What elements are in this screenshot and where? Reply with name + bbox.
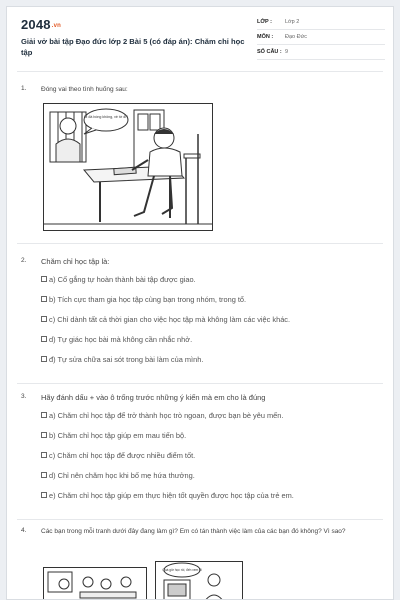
question-text: Hãy đánh dấu + vào ô trống trước những ý kiến mà em cho là đúng — [41, 393, 266, 402]
header — [7, 7, 394, 69]
meta-row-count — [257, 45, 385, 60]
option-list — [41, 405, 381, 505]
illustration-study-scene — [43, 103, 213, 231]
option-item[interactable] — [41, 349, 381, 369]
meta-value: Đạo Đức — [285, 34, 308, 40]
illustration-left — [43, 567, 147, 600]
option-label: a) Chăm chỉ học tập để trở thành học trò ngoan, được bạn bè yêu mến. — [49, 410, 284, 420]
divider — [17, 383, 383, 384]
option-item[interactable] — [41, 425, 381, 445]
checkbox-icon[interactable] — [41, 276, 47, 282]
option-item[interactable] — [41, 309, 381, 329]
option-label: b) Tích cực tham gia học tập cùng bạn trong nhóm, trong tổ. — [49, 294, 247, 304]
question-number: 1. — [21, 85, 27, 92]
question-text: Chăm chỉ học tập là: — [41, 257, 110, 266]
checkbox-icon[interactable] — [41, 336, 47, 342]
page-title: Giải vở bài tập Đạo đức lớp 2 Bài 5 (có đáp án): Chăm chỉ học tập — [21, 37, 245, 57]
question-3 — [21, 393, 385, 517]
option-label: e) Chăm chỉ học tập giúp em thực hiện tốt quyền được học tập của trẻ em. — [49, 490, 294, 500]
option-item[interactable] — [41, 329, 381, 349]
question-number: 4. — [21, 527, 27, 534]
question-number: 2. — [21, 257, 27, 264]
illustration-drawing — [156, 562, 242, 600]
checkbox-icon[interactable] — [41, 316, 47, 322]
option-list — [41, 269, 381, 369]
question-text: Các bạn trong mỗi tranh dưới đây đang làm gì? Em có tán thành việc làm của các bạn đó không? Vì sao? — [41, 528, 346, 535]
question-4 — [21, 527, 385, 600]
question-1 — [21, 85, 385, 235]
option-label: đ) Tự sửa chữa sai sót trong bài làm của mình. — [49, 354, 204, 364]
meta-row-subject — [257, 30, 385, 45]
checkbox-icon[interactable] — [41, 356, 47, 362]
question-number: 3. — [21, 393, 27, 400]
meta-key: LỚP : — [257, 19, 272, 25]
illustration-right — [155, 561, 243, 600]
option-label: c) Chỉ dành tất cả thời gian cho việc học tập mà không làm các việc khác. — [49, 314, 291, 324]
checkbox-icon[interactable] — [41, 412, 47, 418]
meta-table — [257, 15, 385, 60]
meta-value: 9 — [285, 49, 289, 55]
option-item[interactable] — [41, 465, 381, 485]
checkbox-icon[interactable] — [41, 296, 47, 302]
checkbox-icon[interactable] — [41, 472, 47, 478]
meta-row-class — [257, 15, 385, 30]
option-label: d) Tự giác học bài mà không cần nhắc nhở. — [49, 334, 193, 344]
divider — [17, 71, 383, 72]
question-2 — [21, 257, 385, 381]
option-item[interactable] — [41, 289, 381, 309]
meta-key: MÔN : — [257, 34, 274, 40]
option-label: a) Cố gắng tự hoàn thành bài tập được giao. — [49, 274, 196, 284]
site-logo[interactable]: 2048.vn — [21, 17, 62, 32]
option-label: b) Chăm chỉ học tập giúp em mau tiến bộ. — [49, 430, 187, 440]
question-text: Đóng vai theo tình huống sau: — [41, 86, 128, 93]
option-item[interactable] — [41, 405, 381, 425]
option-item[interactable] — [41, 269, 381, 289]
meta-key: SỐ CÂU : — [257, 49, 282, 55]
option-label: c) Chăm chỉ học tập để được nhiều điểm tốt. — [49, 450, 196, 460]
speech-bubble: Đi đá bóng không, về tớ đi ! — [83, 115, 129, 119]
option-label: d) Chỉ nên chăm học khi bố mẹ hứa thưởng. — [49, 470, 195, 480]
speech-bubble: Quá giờ học rồi, đến xem đi — [162, 568, 202, 572]
checkbox-icon[interactable] — [41, 452, 47, 458]
meta-value: Lớp 2 — [285, 19, 300, 25]
checkbox-icon[interactable] — [41, 492, 47, 498]
illustration-drawing — [44, 104, 212, 230]
illustration-drawing — [44, 568, 146, 600]
divider — [17, 519, 383, 520]
option-item[interactable] — [41, 485, 381, 505]
option-item[interactable] — [41, 445, 381, 465]
divider — [17, 243, 383, 244]
worksheet-page — [6, 6, 394, 600]
checkbox-icon[interactable] — [41, 432, 47, 438]
